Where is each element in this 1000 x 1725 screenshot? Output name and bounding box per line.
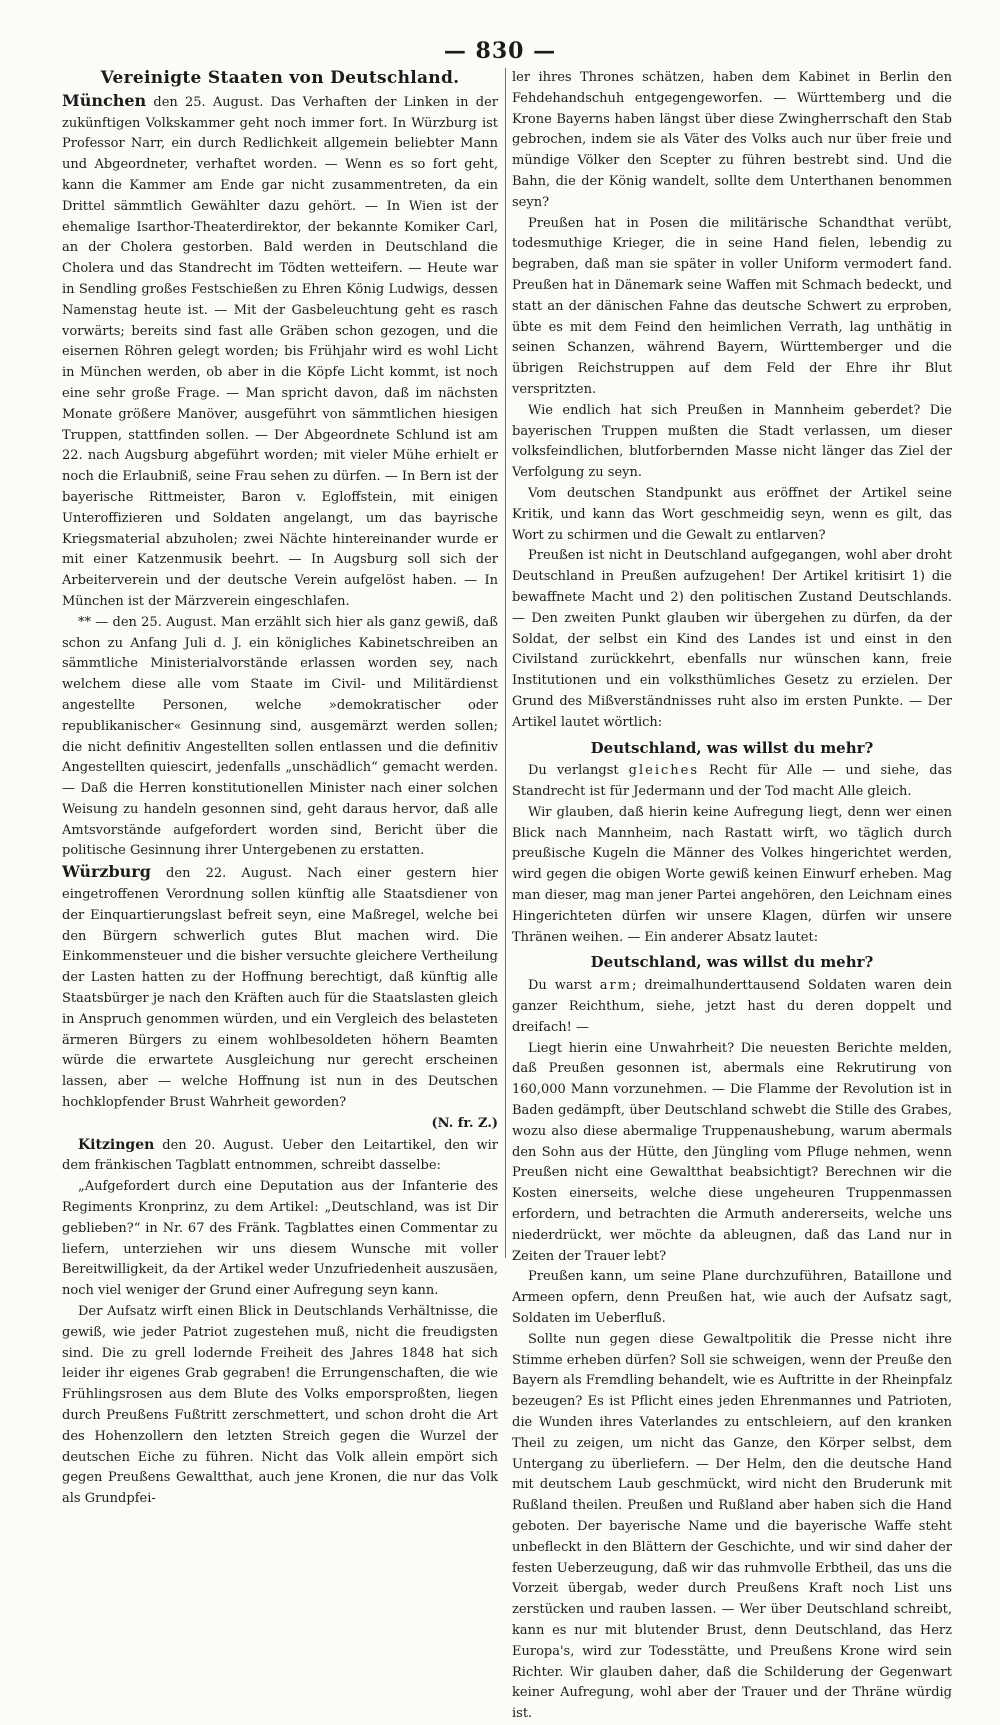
section-heading: Vereinigte Staaten von Deutschland. [100,68,460,88]
text-run: ; dreimalhunderttausend Soldaten waren dein ganzer Reichthum, siehe, jetzt hast du deren doppelt und dreifach! — [512,978,952,1035]
article-muenchen-2: ** — den 25. August. Man erzählt sich hier als ganz gewiß, daß schon zu Anfang Juli d. J. ein königliches Kabinetschreiben an sämmtliche Ministerialvorstände erlassen worden sey, nach welchem diese alle vom Staate im Civil- und Militärdienst angestellte Personen, welche »demokratischer oder republikanischer« Gesinnung sind, ausgemärzt werden sollen; die nicht definitiv Angestellten sollen entlassen und die definitiv Angestellten quiescirt, jedenfalls „unschädlich“ gemacht werden. — Daß die Herren konstitutionellen Minister nach einer solchen Weisung zu handeln gesonnen sind, geht daraus hervor, daß alle Amtsvorstände aufgefordert worden sind, Bericht über die politische Gesinnung ihrer Untergebenen zu erstatten. [62,614,498,859]
subheading: Deutschland, was willst du mehr? [590,953,874,972]
paragraph: Wir glauben, daß hierin keine Aufregung liegt, denn wer einen Blick nach Mannheim, nach Rastatt wirft, wo täglich durch preußische Kugeln die Männer des Volkes hingerichtet werden, wird gegen die obigen Worte gewiß keinen Einwurf erheben. Mag man dieser, mag man jener Partei angehören, den Leichnam eines Hingerichteten dürfen wir unsere Klagen, dürfen wir unsere Thränen weihen. — Ein anderer Absatz lautet: [512,804,952,945]
article-wuerzburg [62,862,498,1114]
paragraph: Preußen ist nicht in Deutschland aufgegangen, wohl aber droht Deutschland in Preußen aufzugehen! Der Artikel kritisirt 1) die bewaffnete Macht und 2) den politischen Zustand Deutschlands. — Den zweiten Punkt glauben wir übergehen zu dürfen, da der Soldat, der selbst ein Kind des Landes ist und einst in den Civilstand zurückkehrt, ebenfalls nur wünschen kann, freie Institutionen und ein volksthümliches Gesetz zu erzielen. Der Grund des Mißverständnisses ruht also im ersten Punkte. — Der Artikel lautet wörtlich: [512,548,952,730]
paragraph: Wie endlich hat sich Preußen in Mannheim geberdet? Die bayerischen Truppen mußten die Stadt verlassen, um dieser volksfeindlichen, blutforbernden Masse nicht länger das Ziel der Verfolgung zu seyn. [512,402,952,481]
text-run: Du warst [528,978,600,994]
text-run: Du verlangst [528,763,629,779]
text-run: Recht für Alle — und siehe, das Standrecht ist für Jedermann und der Tod macht Alle gleich. [512,763,952,800]
paragraph: Preußen kann, um seine Plane durchzuführen, Bataillone und Armeen opfern, denn Preußen hat, wie auch der Aufsatz sagt, Soldaten im Ueberfluß. [512,1269,952,1327]
dateline-place: Würzburg [62,862,151,882]
article-kitzingen [62,1135,498,1178]
paragraph: Der Aufsatz wirft einen Blick in Deutschlands Verhältnisse, die gewiß, wie jeder Patriot zugestehen muß, nicht die freudigsten sind. Die zu grell lodernde Freiheit des Jahres 1848 hat sich leider ihr eigenes Grab gegraben! die Errungenschaften, die wie Frühlingsrosen aus dem Blute des Volks emporsproßten, liegen durch Preußens Fußtritt zerschmettert, und schon droht die Art des Hohenzollern den letzten Streich gegen die Wurzel der deutschen Eiche zu führen. Nicht das Volk allein empört sich gegen Preußens Gewaltthat, auch jene Kronen, die nur das Volk als Grundpfei- [62,1304,498,1507]
dateline-place: Kitzingen [78,1136,155,1153]
left-column [62,68,498,1507]
paragraph: Liegt hierin eine Unwahrheit? Die neuesten Berichte melden, daß Preußen gesonnen ist, abermals eine Rekrutirung von 160,000 Mann vorzunehmen. — Die Flamme der Revolution ist in Baden gedämpft, über Deutschland schwebt die Stille des Grabes, wozu also diese abermalige Truppenaushebung, warum abermals den Sohn aus der Hütte, den Jüngling vom Pfluge nehmen, wenn Preußen nicht eine Gewaltthat beabsichtigt? Berechnen wir die Kosten einerseits, welche diese ungeheuren Truppenmassen erfordern, und betrachten die Armuth andererseits, welche uns niederdrückt, wer möchte da ableugnen, daß das Land nur in Zeiten der Trauer lebt? [512,1040,952,1264]
subheading: Deutschland, was willst du mehr? [590,738,874,757]
quoted-paragraph [512,761,952,803]
page-number: — 830 — [443,38,557,64]
paragraph: ler ihres Thrones schätzen, haben dem Kabinet in Berlin den Fehdehandschuh entgegengeworfen. — Württemberg und die Krone Bayerns haben längst über diese Zwingherrschaft den Stab gebrochen, indem sie als Väter des Volks auch nur über freie und mündige Völker den Scepter zu führen bestrebt sind. Und die Bahn, die der König wandelt, sollte dem Unterthanen benommen seyn? [512,70,952,210]
article-text: den 20. August. Ueber den Leitartikel, den wir dem fränkischen Tagblatt entnommen, schreibt dasselbe: [62,1137,498,1174]
paragraph: Vom deutschen Standpunkt aus eröffnet der Artikel seine Kritik, und kann das Wort geschmeidig seyn, wenn es gilt, das Wort zu schirmen und die Gewalt zu entlarven? [512,485,952,543]
paragraph: Preußen hat in Posen die militärische Schandthat verübt, todesmuthige Krieger, die in seine Hand fielen, lebendig zu begraben, daß man sie später in voller Uniform vermodert fand. Preußen hat in Dänemark seine Waffen mit Schmach bedeckt, und statt an der dänischen Fahne das deutsche Schwert zu erproben, übte es mit dem Feind den heimlichen Verrath, lag unthätig in seinen Schanzen, während Bayern, Württemberger und die übrigen Reichstruppen auf dem Feld der Ehre ihr Blut verspritzten. [512,215,952,397]
article-muenchen [62,91,498,613]
right-column [512,68,953,1722]
spaced-emphasis: gleiches [628,763,699,779]
source-signature: (N. fr. Z.) [431,1115,498,1131]
article-text: den 22. August. Nach einer gestern hier eingetroffenen Verordnung sollen künftig alle Staatsdiener von der Einquartierungslast befreit seyn, eine Maßregel, welche bei den Bürgern schwerlich gutes Blut machen wird. Die Einkommensteuer und die bisher versuchte gleichere Vertheilung der Lasten hatten zu der Hoffnung berechtigt, daß künftig alle Staatsbürger je nach den Kräften auch für die Staatslasten gleich in Anspruch genommen würden, und ein Vergleich des belasteten ärmeren Bürgers zu einem wohlbesoldeten höhern Beamten würde die erwartete Ausgleichung nur gerecht erscheinen lassen, aber — welche Hoffnung ist nun in des Deutschen hochklopfender Brust Wahrheit geworden? [62,866,498,1111]
column-divider [505,68,506,1258]
quoted-paragraph [512,976,952,1038]
quoted-paragraph: „Aufgefordert durch eine Deputation aus der Infanterie des Regiments Kronprinz, zu dem Artikel: „Deutschland, was ist Dir geblieben?“ in Nr. 67 des Fränk. Tagblattes einen Commentar zu liefern, unterziehen wir uns diesem Wunsche mit voller Bereitwilligkeit, da der Artikel weder Unzufriedenheit auszusäen, noch viel weniger der Grund einer Aufregung seyn kann. [62,1179,498,1299]
article-text: den 25. August. Das Verhaften der Linken in der zukünftigen Volkskammer geht noch immer fort. In Würzburg ist Professor Narr, ein durch Redlichkeit allgemein beliebter Mann und Abgeordneter, verhaftet worden. — Wenn es so fort geht, kann die Kammer am Ende gar nicht zusammentreten, da ein Drittel sämmtlich Gewählter dazu gehört. — In Wien ist der ehemalige Isarthor-Theaterdirektor, der bekannte Komiker Carl, an der Cholera gestorben. Bald werden in Deutschland die Cholera und das Standrecht im Tödten wetteifern. — Heute war in Sendling großes Festschießen zu Ehren König Ludwigs, dessen Namenstag heute ist. — Mit der Gasbeleuchtung geht es rasch vorwärts; bereits sind fast alle Gräben schon gezogen, und die eisernen Röhren gelegt worden; bis Frühjahr wird es wohl Licht in München werden, ob aber in die Köpfe Licht kommt, ist noch eine sehr große Frage. — Man spricht davon, daß im nächsten Monate größere Manöver, ausgeführt von sämmtlichen hiesigen Truppen, stattfinden sollen. — Der Abgeordnete Schlund ist am 22. nach Augsburg abgeführt worden; mit vieler Mühe erhielt er noch die Erlaubniß, seine Frau sehen zu dürfen. — In Bern ist der bayerische Rittmeister, Baron v. Egloffstein, mit einigen Unteroffizieren und Soldaten angelangt, um das bayrische Kriegsmaterial abzuholen; zwei Nächte hintereinander wurde er mit einer Katzenmusik beehrt. — In Augsburg soll sich der Arbeiterverein und der deutsche Verein aufgelöst haben. — In München ist der Märzverein eingeschlafen. [62,94,498,609]
spaced-emphasis: arm [599,978,633,994]
dateline-place: München [62,90,147,110]
paragraph: Sollte nun gegen diese Gewaltpolitik die Presse nicht ihre Stimme erheben dürfen? Soll sie schweigen, wenn der Preuße den Bayern als Fremdling behandelt, wie es Auftritte in der Rheinpfalz bezeugen? Es ist Pflicht eines jeden Ehrenmannes und Patrioten, die Wunden ihres Vaterlandes zu entschleiern, auf den kranken Theil zu zeigen, um nicht das Ganze, den Körper selbst, dem Untergang zu überliefern. — Der Helm, den die deutsche Hand mit deutschem Laub geschmückt, wird nicht den Bruderunk mit Rußland theilen. Preußen und Rußland aber haben sich die Hand geboten. Der bayerische Name und die bayerische Waffe steht unbefleckt in den Blättern der Geschichte, und wir sind daher der festen Ueberzeugung, daß wir das ruhmvolle Erbtheil, das uns die Vorzeit übergab, weder durch Preußens Kraft noch List uns zerstücken und rauben lassen. — Wer über Deutschland schreibt, kann es nur mit blutender Brust, denn Deutschland, das Herz Europa's, wird zur Todesstätte, und Preußens Krone wird sein Richter. Wir glauben daher, daß die Schilderung der Gegenwart keiner Aufregung, wohl aber der Trauer und der Thräne würdig ist. [512,1331,953,1722]
